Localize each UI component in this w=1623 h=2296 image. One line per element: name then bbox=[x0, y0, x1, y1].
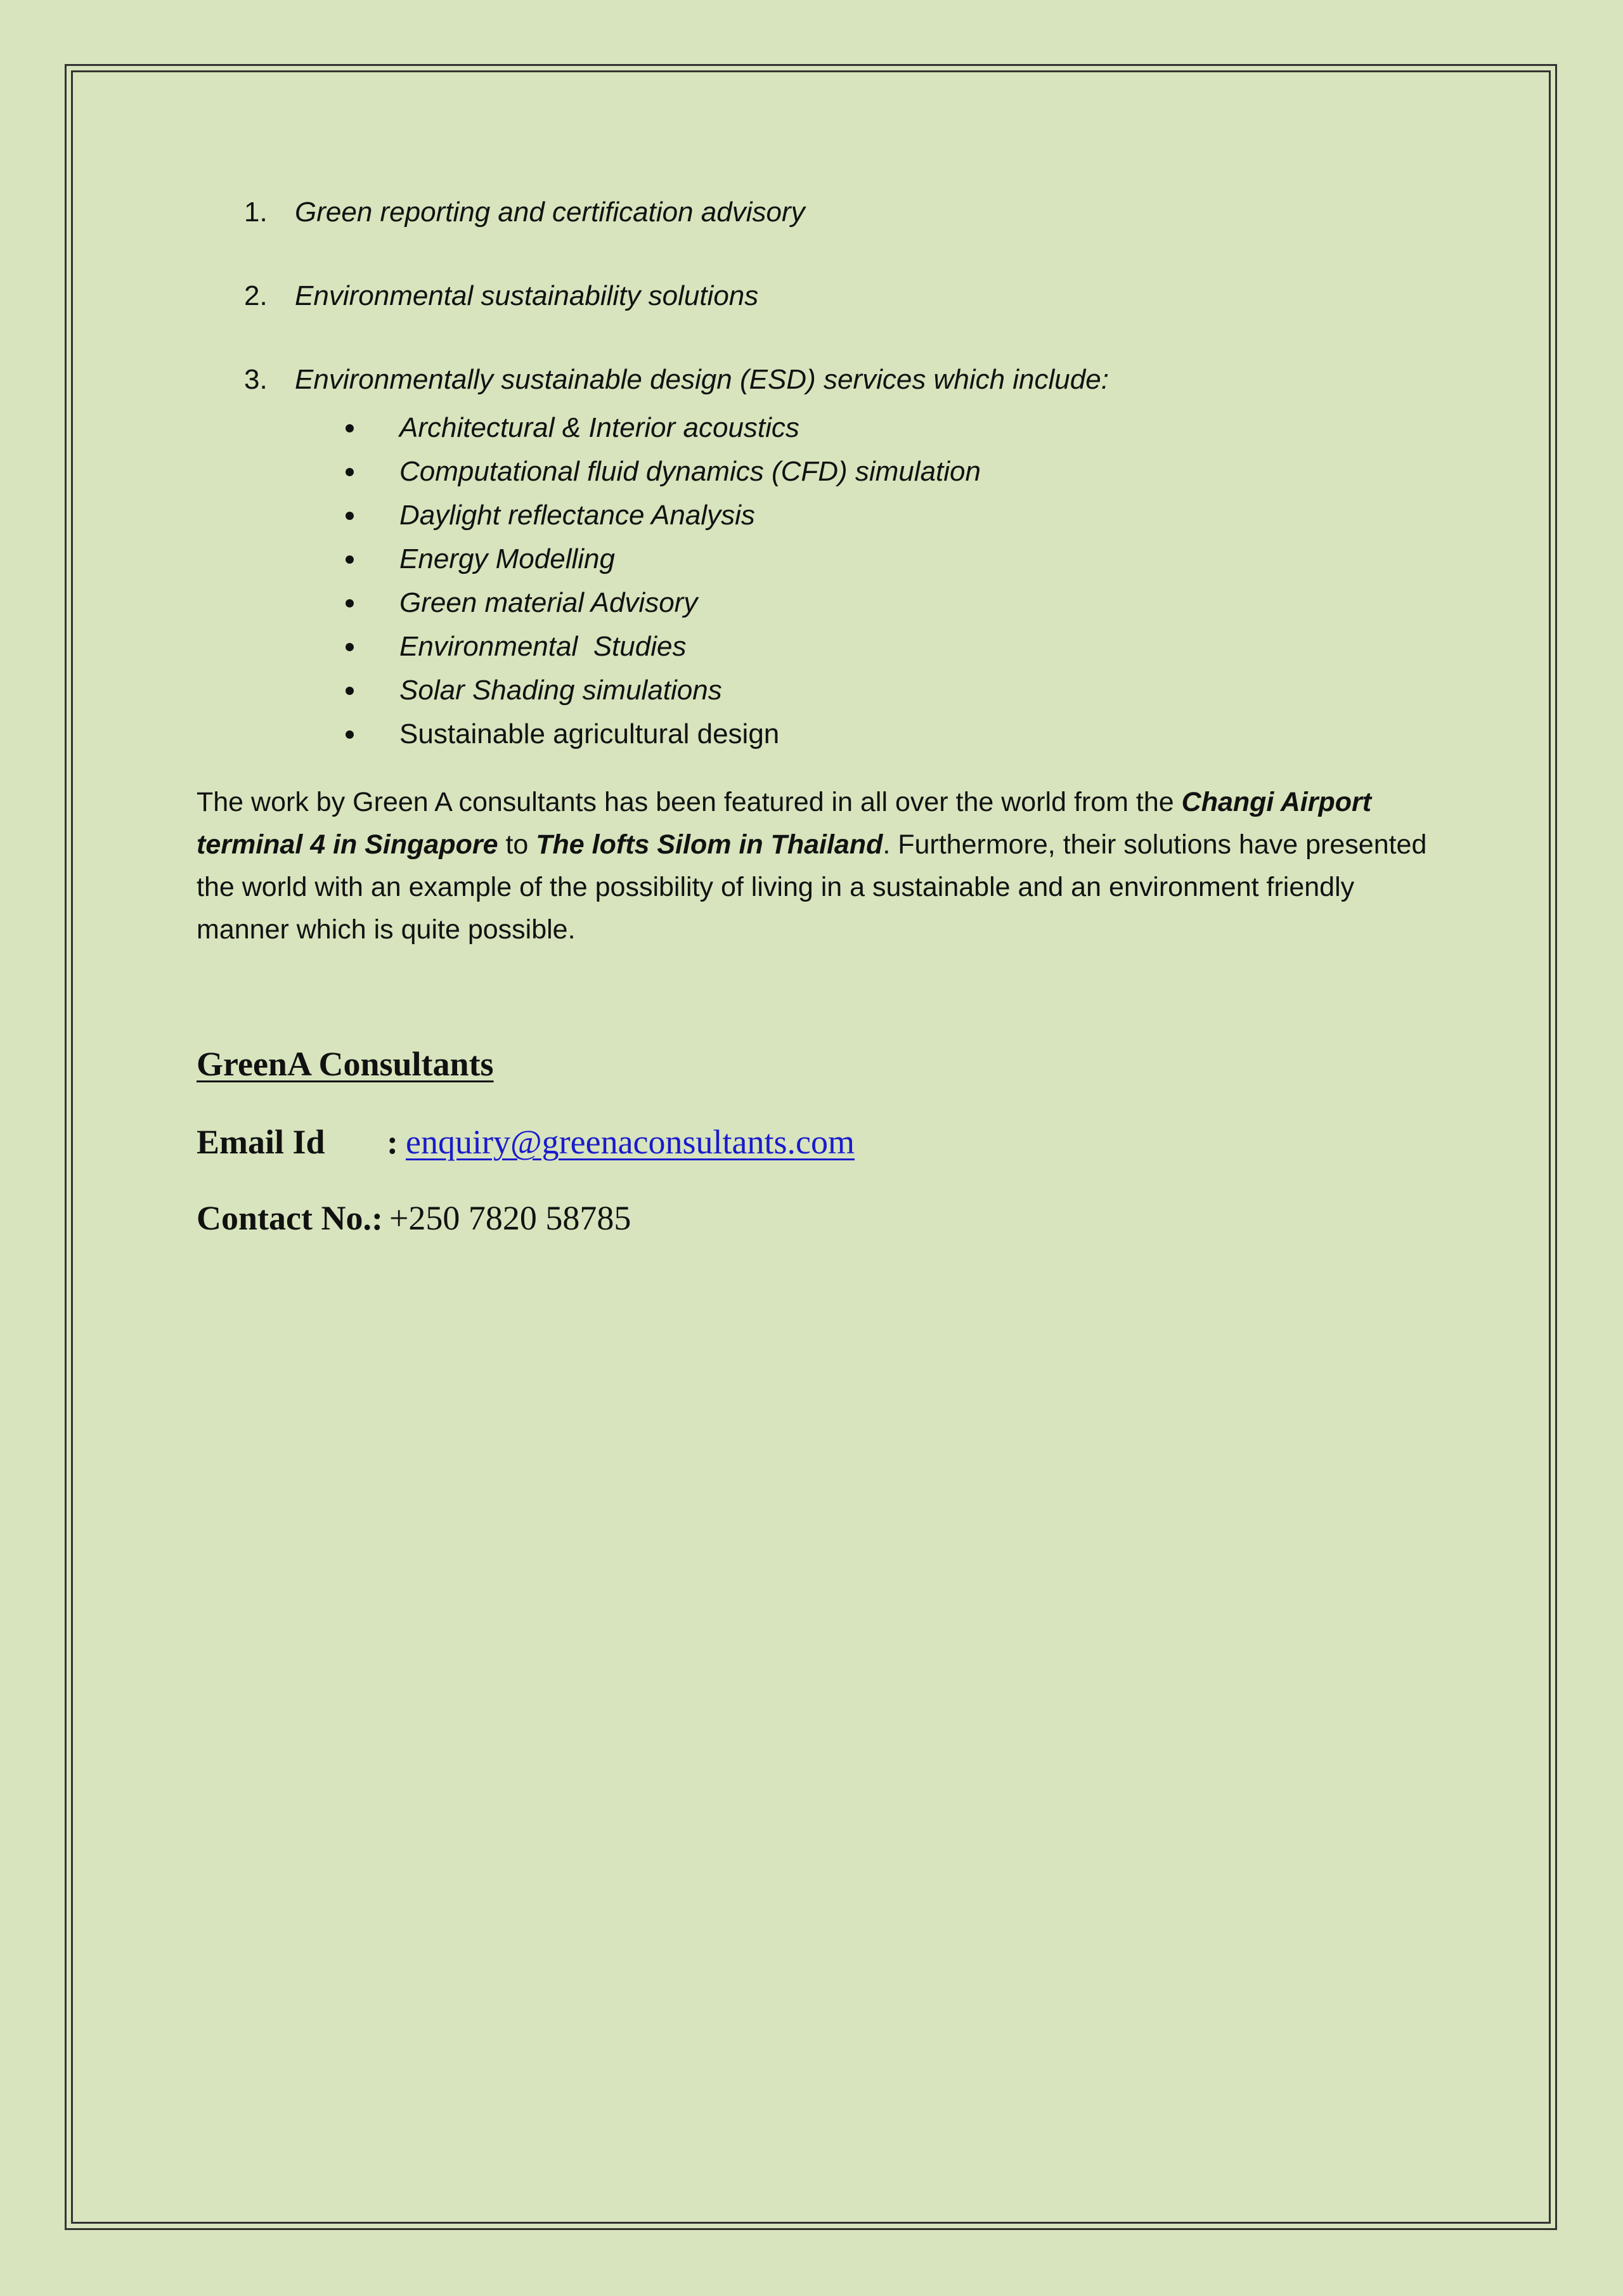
bullet-icon bbox=[346, 424, 354, 432]
paragraph-text: . Furthermore, their solutions have presented the world with an example of the possibility of living in a sustainable and an environment friendly manner which is quite possible. bbox=[197, 829, 1427, 945]
list-item bbox=[244, 193, 1385, 231]
list-number: 2. bbox=[244, 280, 268, 311]
contact-row bbox=[197, 1198, 631, 1238]
services-list bbox=[244, 193, 1385, 399]
paragraph-text: to bbox=[498, 829, 536, 860]
bullet-icon bbox=[346, 512, 354, 520]
email-row bbox=[197, 1122, 855, 1162]
email-label: Email Id bbox=[197, 1123, 325, 1161]
highlight-changi: Changi Airport terminal 4 in Singapore bbox=[197, 787, 1372, 860]
bullet-icon bbox=[346, 730, 354, 739]
bullet-icon bbox=[346, 687, 354, 695]
bullet-item-text: Green material Advisory bbox=[399, 587, 698, 618]
bullet-icon bbox=[346, 599, 354, 607]
bullet-icon bbox=[346, 643, 354, 651]
bullet-item-text: Computational fluid dynamics (CFD) simulation bbox=[399, 456, 981, 487]
paragraph-text: The work by Green A consultants has been featured in all over the world from the bbox=[197, 787, 1182, 817]
bullet-item-text: Solar Shading simulations bbox=[399, 675, 722, 706]
colon: : bbox=[387, 1123, 398, 1161]
list-item-text: Green reporting and certification advisory bbox=[295, 197, 805, 228]
description-paragraph bbox=[197, 781, 1439, 951]
bullet-item-text: Daylight reflectance Analysis bbox=[399, 500, 755, 531]
list-item bbox=[244, 361, 1385, 399]
bullet-icon bbox=[346, 555, 354, 564]
list-item bbox=[244, 277, 1385, 315]
bullet-item-text: Environmental Studies bbox=[399, 631, 687, 662]
bullet-item-text: Energy Modelling bbox=[399, 543, 615, 574]
phone-number: +250 7820 58785 bbox=[389, 1199, 631, 1237]
highlight-lofts: The lofts Silom in Thailand bbox=[536, 829, 883, 860]
email-link[interactable]: enquiry@greenaconsultants.com bbox=[405, 1123, 855, 1161]
bullet-item-text: Sustainable agricultural design bbox=[399, 718, 780, 749]
bullet-item-text: Architectural & Interior acoustics bbox=[399, 412, 799, 443]
bullet-icon bbox=[346, 468, 354, 476]
list-item-text: Environmental sustainability solutions bbox=[295, 280, 759, 311]
list-number: 3. bbox=[244, 364, 268, 395]
company-name: GreenA Consultants bbox=[197, 1045, 494, 1083]
list-number: 1. bbox=[244, 197, 268, 228]
contact-label: Contact No.: bbox=[197, 1199, 383, 1237]
list-item-text: Environmentally sustainable design (ESD) services which include: bbox=[295, 364, 1109, 395]
